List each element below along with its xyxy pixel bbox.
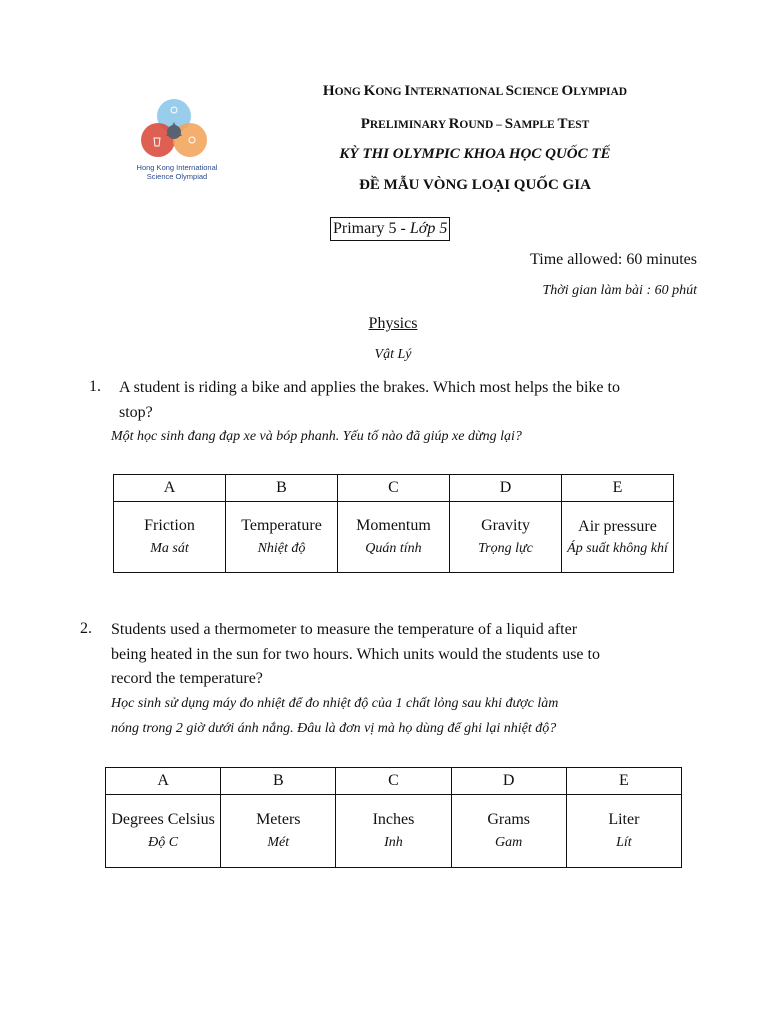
option-letter: E bbox=[566, 768, 681, 795]
option-vi: Mét bbox=[267, 835, 290, 850]
option-letter: B bbox=[221, 768, 336, 795]
question-1-line2: stop? bbox=[119, 403, 153, 421]
question-1-line1: A student is riding a bike and applies the brakes. Which most helps the bike to bbox=[119, 379, 620, 396]
option-en: Friction bbox=[144, 517, 195, 534]
option-letter: C bbox=[338, 475, 450, 502]
question-2-line3: record the temperature? bbox=[111, 670, 263, 687]
option-cell bbox=[338, 502, 450, 573]
option-cell bbox=[114, 502, 226, 573]
subject-title: Physics bbox=[368, 315, 418, 332]
option-cell bbox=[562, 502, 674, 573]
option-vi: Trọng lực bbox=[478, 541, 533, 556]
option-cell bbox=[450, 502, 562, 573]
option-letter: D bbox=[451, 768, 566, 795]
question-2-number: 2. bbox=[80, 620, 92, 637]
option-vi: Inh bbox=[384, 835, 403, 850]
option-vi: Độ C bbox=[148, 835, 179, 850]
question-1-options-table bbox=[113, 474, 674, 573]
option-en: Inches bbox=[372, 811, 415, 828]
option-vi: Nhiệt độ bbox=[257, 541, 306, 556]
option-vi: Gam bbox=[495, 835, 523, 850]
option-en: Momentum bbox=[356, 517, 431, 534]
olympiad-title-vi: KỲ THI OLYMPIC KHOA HỌC QUỐC TẾ bbox=[339, 146, 611, 162]
grade-level-box bbox=[330, 217, 450, 241]
option-cell bbox=[106, 795, 221, 868]
question-2-line1: Students used a thermometer to measure the temperature of a liquid after bbox=[111, 621, 578, 638]
round-subtitle: PRELIMINARY ROUND – SAMPLE TEST bbox=[360, 116, 590, 132]
option-cell bbox=[221, 795, 336, 868]
option-cell bbox=[226, 502, 338, 573]
question-1-text bbox=[119, 376, 699, 425]
question-2-vi-line2: nóng trong 2 giờ dưới ánh nắng. Đâu là đơn vị mà họ dùng để ghi lại nhiệt độ? bbox=[111, 720, 557, 736]
option-vi: Ma sát bbox=[150, 541, 189, 556]
question-2-vi-line1: Học sinh sử dụng máy đo nhiệt để đo nhiệt độ của 1 chất lỏng sau khi được làm bbox=[111, 696, 559, 711]
option-cell bbox=[451, 795, 566, 868]
logo-caption-line2: Science Olympiad bbox=[146, 172, 208, 181]
option-letter: D bbox=[450, 475, 562, 502]
question-2-options-table bbox=[105, 767, 682, 868]
olympiad-title: HONG KONG INTERNATIONAL SCIENCE OLYMPIAD bbox=[322, 83, 628, 99]
option-en: Grams bbox=[487, 811, 530, 828]
option-en: Degrees Celsius bbox=[111, 811, 215, 828]
option-letter: B bbox=[226, 475, 338, 502]
round-subtitle-vi: ĐỀ MẪU VÒNG LOẠI QUỐC GIA bbox=[359, 177, 591, 193]
subject-title-vi: Vật Lý bbox=[374, 347, 412, 362]
option-en: Temperature bbox=[241, 517, 322, 534]
option-vi: Áp suất không khí bbox=[567, 541, 668, 556]
grade-level-vi: Lớp 5 bbox=[409, 220, 448, 237]
option-cell bbox=[336, 795, 451, 868]
grade-level-en: Primary 5 - bbox=[333, 220, 410, 237]
option-en: Gravity bbox=[481, 517, 530, 534]
option-letter: A bbox=[106, 768, 221, 795]
logo-caption bbox=[112, 163, 242, 181]
option-vi: Lít bbox=[616, 835, 632, 850]
question-2-text bbox=[111, 618, 711, 692]
question-1-text-vi: Một học sinh đang đạp xe và bóp phanh. Yếu tố nào đã giúp xe dừng lại? bbox=[111, 429, 522, 444]
option-en: Meters bbox=[256, 811, 301, 828]
option-letter: A bbox=[114, 475, 226, 502]
question-1-number: 1. bbox=[89, 378, 101, 395]
logo-caption-line1: Hong Kong International bbox=[136, 163, 218, 172]
time-allowed: Time allowed: 60 minutes bbox=[530, 251, 697, 268]
option-vi: Quán tính bbox=[365, 541, 422, 556]
option-letter: E bbox=[562, 475, 674, 502]
question-2-text-vi bbox=[111, 692, 711, 741]
option-en: Air pressure bbox=[578, 518, 657, 535]
option-cell bbox=[566, 795, 681, 868]
question-2-line2: being heated in the sun for two hours. Which units would the students use to bbox=[111, 645, 600, 663]
option-en: Liter bbox=[608, 811, 640, 828]
option-letter: C bbox=[336, 768, 451, 795]
time-allowed-vi: Thời gian làm bài : 60 phút bbox=[542, 283, 697, 298]
